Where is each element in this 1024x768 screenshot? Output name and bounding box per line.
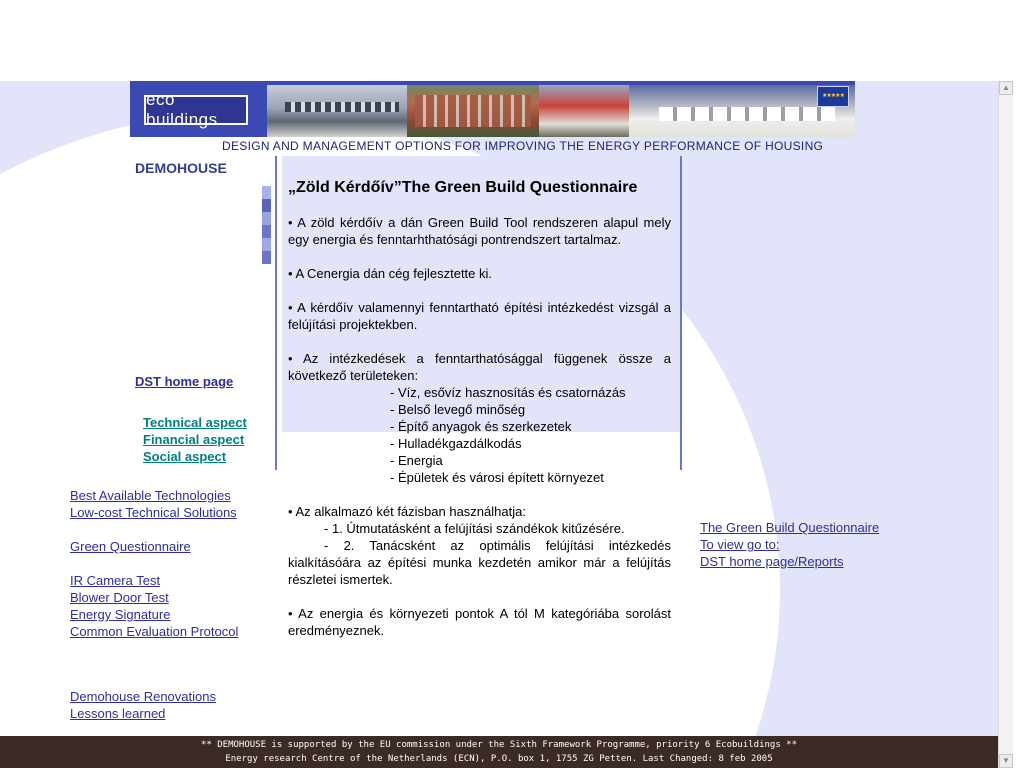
site-subheader: DESIGN AND MANAGEMENT OPTIONS FOR IMPROVING THE ENERGY PERFORMANCE OF HOUSING: [222, 139, 824, 153]
footer: [0, 736, 998, 768]
paragraph: • A kérdőív valamennyi fenntartható építési intézkedést vizsgál a felújítási projektekben.: [288, 300, 671, 332]
phases-intro: • Az alkalmazó két fázisban használhatja:: [288, 504, 526, 519]
dst-reports-link[interactable]: DST home page/Reports: [700, 554, 844, 569]
right-divider: [680, 156, 682, 470]
blower-door-test-link[interactable]: Blower Door Test: [70, 590, 169, 605]
low-cost-solutions-link[interactable]: Low-cost Technical Solutions: [70, 505, 237, 520]
links-group-3: [70, 572, 238, 640]
links-group-4: [70, 688, 216, 722]
footer-line-2: Energy research Centre of the Netherlands (ECN), P.O. box 1, 1755 ZG Petten. Last Changed: 8 feb 2005: [225, 754, 773, 764]
color-swatch: [262, 225, 271, 238]
paragraph: • A Cenergia dán cég fejlesztette ki.: [288, 266, 493, 281]
scroll-up-icon[interactable]: ▲: [999, 81, 1013, 95]
social-aspect-link[interactable]: Social aspect: [143, 449, 227, 464]
list-item: - Energia: [390, 453, 443, 468]
left-divider: [275, 156, 277, 470]
color-swatch: [262, 186, 271, 199]
color-swatch: [262, 238, 271, 251]
footer-line-1: ** DEMOHOUSE is supported by the EU commission under the Sixth Framework Programme, priority 6 Ecobuildings **: [200, 740, 798, 750]
links-group-1: [70, 487, 237, 521]
list-item: - Építő anyagok és szerkezetek: [390, 419, 572, 434]
banner-photo-2: [407, 85, 539, 137]
paragraph: • A zöld kérdőív a dán Green Build Tool rendszeren alapul mely egy energia és fenntarhthatósági pontrendszert tartalmaz.: [288, 215, 671, 247]
header-banner: [130, 81, 855, 137]
section-title: DEMOHOUSE: [135, 160, 227, 176]
ir-camera-test-link[interactable]: IR Camera Test: [70, 573, 161, 588]
paragraph-list: [288, 350, 671, 486]
color-swatch: [262, 251, 271, 264]
page-title: „Zöld Kérdőív”The Green Build Questionnaire: [288, 179, 638, 196]
best-available-technologies-link[interactable]: Best Available Technologies: [70, 488, 231, 503]
main-article: [288, 178, 671, 656]
common-evaluation-protocol-link[interactable]: Common Evaluation Protocol: [70, 624, 239, 639]
ecobuildings-logo[interactable]: eco buildings: [144, 95, 248, 125]
vertical-scrollbar[interactable]: [998, 81, 1013, 768]
paragraph-phases: [288, 503, 671, 588]
right-links: [700, 519, 879, 570]
aspect-links: [143, 414, 247, 465]
list-item: - Belső levegő minőség: [390, 402, 526, 417]
lessons-learned-link[interactable]: Lessons learned: [70, 706, 166, 721]
green-build-questionnaire-link[interactable]: The Green Build Questionnaire: [700, 520, 880, 535]
list-intro: • Az intézkedések a fenntarthatósággal függenek össze a következő területeken:: [288, 351, 671, 383]
green-questionnaire-link[interactable]: Green Questionnaire: [70, 539, 191, 554]
dst-home-link[interactable]: DST home page: [135, 374, 234, 389]
color-swatch: [262, 199, 271, 212]
color-swatch: [262, 212, 271, 225]
energy-signature-link[interactable]: Energy Signature: [70, 607, 171, 622]
phase-item: - 2. Tanácsként az optimális felújítási intézkedés kialkításóára az építési munka kezdetén amikor már a felújítás részletei ismertek.: [288, 538, 671, 587]
links-group-2: [70, 538, 191, 555]
technical-aspect-link[interactable]: Technical aspect: [143, 415, 247, 430]
scroll-down-icon[interactable]: ▼: [999, 754, 1013, 768]
phase-item: - 1. Útmutatásként a felújítási szándékok kitűzésére.: [324, 521, 625, 536]
list-item: - Hulladékgazdálkodás: [390, 436, 522, 451]
financial-aspect-link[interactable]: Financial aspect: [143, 432, 245, 447]
list-item: - Víz, esővíz hasznosítás és csatornázás: [390, 385, 626, 400]
view-go-to-link[interactable]: To view go to:: [700, 537, 780, 552]
demohouse-renovations-link[interactable]: Demohouse Renovations: [70, 689, 216, 704]
paragraph: • Az energia és környezeti pontok A tól M kategóriába sorolást eredményeznek.: [288, 606, 671, 638]
list-item: - Épületek és városi épített környezet: [390, 470, 604, 485]
eu-flag-icon: ★★★★★: [817, 86, 849, 107]
banner-photo-1: [267, 85, 407, 137]
banner-photo-3: [539, 85, 629, 137]
